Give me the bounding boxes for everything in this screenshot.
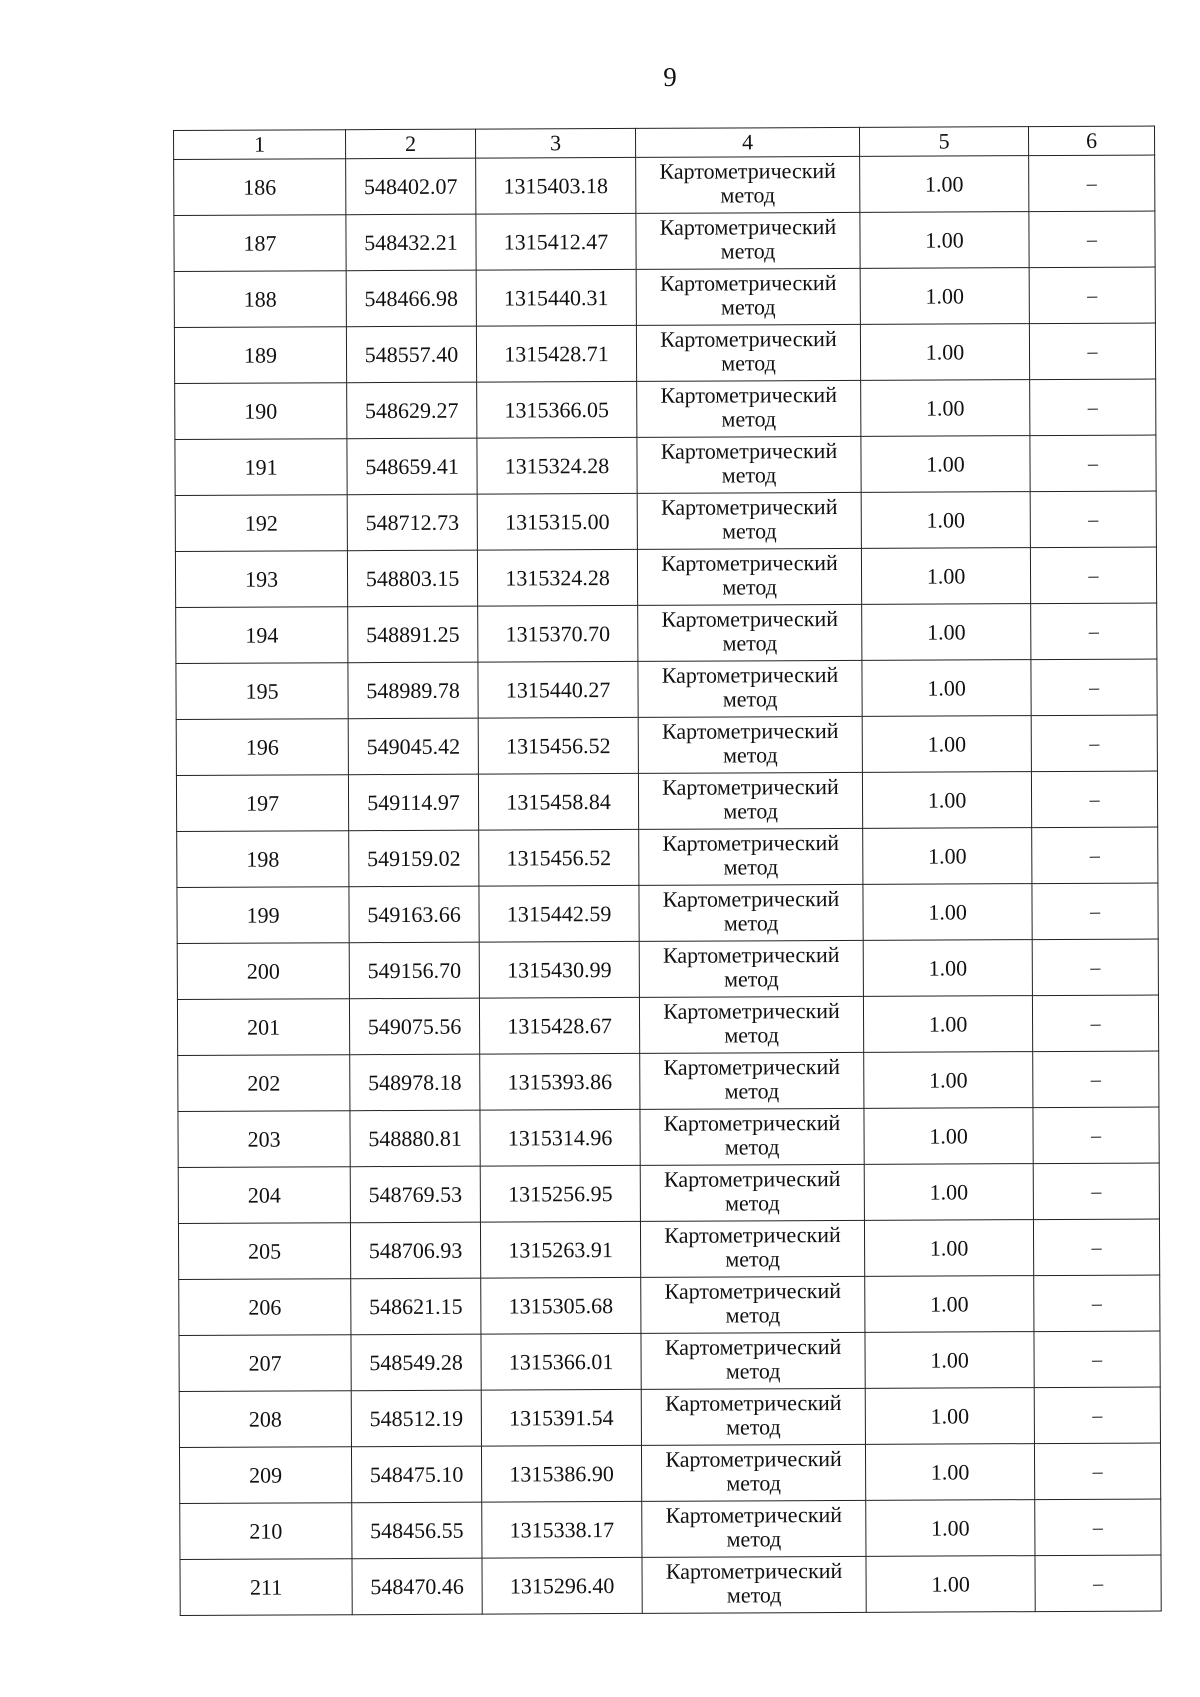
column-header-6: 6 bbox=[1028, 126, 1154, 156]
accuracy-cell: 1.00 bbox=[862, 660, 1031, 717]
table-row bbox=[177, 883, 1158, 943]
table-row bbox=[179, 1387, 1160, 1447]
accuracy-cell: 1.00 bbox=[864, 1052, 1033, 1109]
table-row bbox=[175, 547, 1156, 607]
method-line-1: Картометрический bbox=[661, 661, 839, 688]
method-cell bbox=[637, 492, 861, 549]
point-number-cell: 190 bbox=[175, 383, 347, 440]
x-coordinate-cell: 548621.15 bbox=[351, 1278, 481, 1335]
column-header-5: 5 bbox=[859, 127, 1028, 157]
table-row bbox=[175, 435, 1156, 495]
x-coordinate-cell: 548989.78 bbox=[348, 662, 478, 719]
x-coordinate-cell: 548706.93 bbox=[350, 1222, 480, 1279]
note-cell: – bbox=[1030, 491, 1156, 548]
accuracy-cell: 1.00 bbox=[865, 1388, 1034, 1445]
y-coordinate-cell: 1315263.91 bbox=[480, 1221, 640, 1278]
table-body bbox=[174, 155, 1162, 1615]
accuracy-cell: 1.00 bbox=[860, 212, 1029, 269]
method-line-1: Картометрический bbox=[665, 1445, 842, 1472]
point-number-cell: 202 bbox=[178, 1055, 350, 1112]
x-coordinate-cell: 549156.70 bbox=[349, 942, 479, 999]
method-line-2: метод bbox=[720, 182, 776, 208]
table-row bbox=[178, 1163, 1159, 1223]
note-cell: – bbox=[1032, 995, 1158, 1052]
method-line-1: Картометрический bbox=[665, 1557, 843, 1584]
table-row bbox=[179, 1275, 1160, 1335]
y-coordinate-cell: 1315305.68 bbox=[481, 1277, 641, 1334]
y-coordinate-cell: 1315366.01 bbox=[481, 1333, 641, 1390]
note-cell: – bbox=[1032, 939, 1158, 996]
table-row bbox=[176, 603, 1157, 663]
y-coordinate-cell: 1315314.96 bbox=[480, 1109, 640, 1166]
method-cell bbox=[639, 828, 863, 885]
accuracy-cell: 1.00 bbox=[863, 940, 1032, 997]
method-cell bbox=[638, 716, 862, 773]
method-cell bbox=[640, 1220, 864, 1277]
table-row bbox=[178, 1051, 1159, 1111]
method-cell bbox=[637, 436, 861, 493]
note-cell: – bbox=[1034, 1275, 1160, 1332]
column-header-1: 1 bbox=[174, 130, 346, 160]
accuracy-cell: 1.00 bbox=[862, 604, 1031, 661]
method-line-1: Картометрический bbox=[660, 325, 837, 352]
method-cell bbox=[641, 1388, 865, 1445]
point-number-cell: 197 bbox=[176, 775, 348, 832]
note-cell: – bbox=[1035, 1499, 1161, 1556]
note-cell: – bbox=[1032, 883, 1158, 940]
y-coordinate-cell: 1315366.05 bbox=[477, 381, 637, 438]
y-coordinate-cell: 1315456.52 bbox=[478, 717, 638, 774]
method-line-2: метод bbox=[721, 518, 777, 544]
method-line-1: Картометрический bbox=[664, 1221, 841, 1248]
table-row bbox=[176, 715, 1157, 775]
method-line-1: Картометрический bbox=[662, 885, 840, 912]
accuracy-cell: 1.00 bbox=[866, 1500, 1035, 1557]
point-number-cell: 187 bbox=[174, 215, 346, 272]
y-coordinate-cell: 1315324.28 bbox=[477, 437, 637, 494]
x-coordinate-cell: 548557.40 bbox=[346, 326, 476, 383]
method-line-1: Картометрический bbox=[662, 829, 840, 856]
y-coordinate-cell: 1315370.70 bbox=[478, 605, 638, 662]
point-number-cell: 195 bbox=[176, 663, 348, 720]
x-coordinate-cell: 549114.97 bbox=[348, 774, 478, 831]
method-line-1: Картометрический bbox=[659, 157, 836, 184]
note-cell: – bbox=[1031, 603, 1157, 660]
point-number-cell: 192 bbox=[175, 495, 347, 552]
method-line-2: метод bbox=[722, 686, 778, 712]
y-coordinate-cell: 1315428.71 bbox=[476, 325, 636, 382]
point-number-cell: 198 bbox=[177, 831, 349, 888]
method-line-1: Картометрический bbox=[661, 549, 838, 576]
note-cell: – bbox=[1031, 659, 1157, 716]
point-number-cell: 189 bbox=[174, 327, 346, 384]
x-coordinate-cell: 548512.19 bbox=[351, 1390, 481, 1447]
x-coordinate-cell: 548466.98 bbox=[346, 270, 476, 327]
accuracy-cell: 1.00 bbox=[861, 380, 1030, 437]
point-number-cell: 201 bbox=[177, 999, 349, 1056]
column-header-4: 4 bbox=[635, 127, 859, 157]
x-coordinate-cell: 548402.07 bbox=[346, 158, 476, 215]
point-number-cell: 207 bbox=[179, 1335, 351, 1392]
note-cell: – bbox=[1029, 267, 1155, 324]
point-number-cell: 188 bbox=[174, 271, 346, 328]
x-coordinate-cell: 548712.73 bbox=[347, 494, 477, 551]
accuracy-cell: 1.00 bbox=[865, 1276, 1034, 1333]
point-number-cell: 200 bbox=[177, 943, 349, 1000]
note-cell: – bbox=[1033, 1107, 1159, 1164]
method-cell bbox=[636, 324, 860, 381]
y-coordinate-cell: 1315428.67 bbox=[479, 997, 639, 1054]
method-cell bbox=[639, 940, 863, 997]
method-line-2: метод bbox=[723, 910, 779, 936]
method-cell bbox=[638, 660, 862, 717]
method-line-2: метод bbox=[722, 742, 778, 768]
note-cell: – bbox=[1031, 715, 1157, 772]
method-cell bbox=[636, 156, 860, 213]
note-cell: – bbox=[1029, 211, 1155, 268]
point-number-cell: 209 bbox=[179, 1447, 351, 1504]
method-cell bbox=[636, 212, 860, 269]
method-line-2: метод bbox=[724, 1134, 780, 1160]
method-line-2: метод bbox=[721, 462, 777, 488]
point-number-cell: 206 bbox=[179, 1279, 351, 1336]
x-coordinate-cell: 548629.27 bbox=[347, 382, 477, 439]
table-row bbox=[176, 659, 1157, 719]
x-coordinate-cell: 548432.21 bbox=[346, 214, 476, 271]
note-cell: – bbox=[1030, 547, 1156, 604]
accuracy-cell: 1.00 bbox=[861, 436, 1030, 493]
y-coordinate-cell: 1315315.00 bbox=[477, 493, 637, 550]
method-cell bbox=[641, 1276, 865, 1333]
y-coordinate-cell: 1315440.31 bbox=[476, 269, 636, 326]
x-coordinate-cell: 548549.28 bbox=[351, 1334, 481, 1391]
note-cell: – bbox=[1034, 1443, 1160, 1500]
y-coordinate-cell: 1315393.86 bbox=[480, 1053, 640, 1110]
method-line-1: Картометрический bbox=[663, 1109, 841, 1136]
x-coordinate-cell: 548880.81 bbox=[350, 1110, 480, 1167]
table-row bbox=[178, 1107, 1159, 1167]
x-coordinate-cell: 548891.25 bbox=[348, 606, 478, 663]
y-coordinate-cell: 1315458.84 bbox=[478, 773, 638, 830]
y-coordinate-cell: 1315324.28 bbox=[477, 549, 637, 606]
method-line-1: Картометрический bbox=[660, 381, 837, 408]
y-coordinate-cell: 1315386.90 bbox=[481, 1445, 641, 1502]
x-coordinate-cell: 548803.15 bbox=[347, 550, 477, 607]
table-row bbox=[178, 1219, 1159, 1279]
method-line-2: метод bbox=[724, 966, 779, 992]
note-cell: – bbox=[1034, 1331, 1160, 1388]
x-coordinate-cell: 549045.42 bbox=[348, 718, 478, 775]
accuracy-cell: 1.00 bbox=[861, 548, 1030, 605]
method-line-2: метод bbox=[725, 1190, 780, 1216]
accuracy-cell: 1.00 bbox=[862, 716, 1031, 773]
point-number-cell: 191 bbox=[175, 439, 347, 496]
point-number-cell: 205 bbox=[178, 1223, 350, 1280]
y-coordinate-cell: 1315442.59 bbox=[479, 885, 639, 942]
method-cell bbox=[637, 380, 861, 437]
note-cell: – bbox=[1035, 1555, 1161, 1612]
accuracy-cell: 1.00 bbox=[863, 884, 1032, 941]
method-cell bbox=[637, 548, 861, 605]
note-cell: – bbox=[1033, 1219, 1159, 1276]
table-row bbox=[175, 491, 1156, 551]
method-line-2: метод bbox=[724, 1022, 779, 1048]
method-line-2: метод bbox=[726, 1582, 782, 1608]
accuracy-cell: 1.00 bbox=[864, 1164, 1033, 1221]
note-cell: – bbox=[1032, 827, 1158, 884]
method-cell bbox=[638, 772, 862, 829]
accuracy-cell: 1.00 bbox=[865, 1332, 1034, 1389]
point-number-cell: 208 bbox=[179, 1391, 351, 1448]
method-line-1: Картометрический bbox=[660, 493, 838, 520]
x-coordinate-cell: 548456.55 bbox=[352, 1502, 482, 1559]
accuracy-cell: 1.00 bbox=[865, 1444, 1034, 1501]
x-coordinate-cell: 548475.10 bbox=[351, 1446, 481, 1503]
table-row bbox=[176, 771, 1157, 831]
accuracy-cell: 1.00 bbox=[863, 996, 1032, 1053]
note-cell: – bbox=[1030, 379, 1156, 436]
accuracy-cell: 1.00 bbox=[864, 1108, 1033, 1165]
point-number-cell: 194 bbox=[176, 607, 348, 664]
note-cell: – bbox=[1029, 323, 1155, 380]
note-cell: – bbox=[1030, 435, 1156, 492]
table-row bbox=[174, 323, 1155, 383]
method-cell bbox=[636, 268, 860, 325]
y-coordinate-cell: 1315391.54 bbox=[481, 1389, 641, 1446]
method-line-1: Картометрический bbox=[661, 717, 839, 744]
method-line-1: Картометрический bbox=[659, 213, 837, 240]
point-number-cell: 203 bbox=[178, 1111, 350, 1168]
y-coordinate-cell: 1315430.99 bbox=[479, 941, 639, 998]
method-cell bbox=[641, 1332, 865, 1389]
accuracy-cell: 1.00 bbox=[860, 268, 1029, 325]
method-line-2: метод bbox=[721, 406, 777, 432]
method-cell bbox=[639, 996, 863, 1053]
point-number-cell: 199 bbox=[177, 887, 349, 944]
y-coordinate-cell: 1315456.52 bbox=[479, 829, 639, 886]
x-coordinate-cell: 548470.46 bbox=[352, 1558, 482, 1615]
method-line-1: Картометрический bbox=[664, 1277, 842, 1304]
coordinates-table bbox=[173, 126, 1162, 1616]
method-line-1: Картометрический bbox=[662, 941, 840, 968]
note-cell: – bbox=[1031, 771, 1157, 828]
method-line-1: Картометрический bbox=[659, 269, 837, 296]
accuracy-cell: 1.00 bbox=[860, 324, 1029, 381]
point-number-cell: 210 bbox=[180, 1503, 352, 1560]
y-coordinate-cell: 1315256.95 bbox=[480, 1165, 640, 1222]
method-line-2: метод bbox=[725, 1358, 781, 1384]
accuracy-cell: 1.00 bbox=[863, 828, 1032, 885]
accuracy-cell: 1.00 bbox=[861, 492, 1030, 549]
note-cell: – bbox=[1034, 1387, 1160, 1444]
method-line-2: метод bbox=[720, 238, 776, 264]
method-cell bbox=[640, 1052, 864, 1109]
table-row bbox=[177, 995, 1158, 1055]
method-line-1: Картометрический bbox=[661, 605, 839, 632]
method-cell bbox=[641, 1444, 865, 1501]
method-cell bbox=[640, 1164, 864, 1221]
method-line-1: Картометрический bbox=[660, 437, 838, 464]
column-header-2: 2 bbox=[346, 129, 476, 159]
method-cell bbox=[642, 1500, 866, 1557]
table-row bbox=[180, 1555, 1161, 1615]
table-row bbox=[177, 939, 1158, 999]
method-line-2: метод bbox=[722, 630, 778, 656]
method-line-2: метод bbox=[726, 1414, 781, 1440]
y-coordinate-cell: 1315412.47 bbox=[476, 213, 636, 270]
method-line-2: метод bbox=[725, 1302, 781, 1328]
y-coordinate-cell: 1315403.18 bbox=[476, 157, 636, 214]
method-line-2: метод bbox=[723, 854, 779, 880]
method-line-1: Картометрический bbox=[665, 1501, 843, 1528]
table-row bbox=[180, 1499, 1161, 1559]
table-header-row bbox=[174, 126, 1155, 159]
accuracy-cell: 1.00 bbox=[860, 156, 1029, 213]
method-line-2: метод bbox=[721, 350, 776, 376]
point-number-cell: 196 bbox=[176, 719, 348, 776]
table-row bbox=[174, 267, 1155, 327]
point-number-cell: 211 bbox=[180, 1559, 352, 1616]
table-row bbox=[175, 379, 1156, 439]
table-row bbox=[179, 1443, 1160, 1503]
accuracy-cell: 1.00 bbox=[866, 1556, 1035, 1613]
y-coordinate-cell: 1315440.27 bbox=[478, 661, 638, 718]
method-line-1: Картометрический bbox=[664, 1333, 842, 1360]
method-line-2: метод bbox=[725, 1246, 780, 1272]
x-coordinate-cell: 549163.66 bbox=[349, 886, 479, 943]
y-coordinate-cell: 1315296.40 bbox=[482, 1557, 642, 1614]
table-row bbox=[174, 155, 1155, 215]
x-coordinate-cell: 548659.41 bbox=[347, 438, 477, 495]
method-line-2: метод bbox=[722, 574, 777, 600]
x-coordinate-cell: 548978.18 bbox=[350, 1054, 480, 1111]
point-number-cell: 193 bbox=[175, 551, 347, 608]
note-cell: – bbox=[1033, 1163, 1159, 1220]
x-coordinate-cell: 549159.02 bbox=[349, 830, 479, 887]
method-line-1: Картометрический bbox=[663, 997, 840, 1024]
method-cell bbox=[642, 1556, 866, 1613]
x-coordinate-cell: 548769.53 bbox=[350, 1166, 480, 1223]
note-cell: – bbox=[1033, 1051, 1159, 1108]
method-line-1: Картометрический bbox=[663, 1053, 841, 1080]
table-row bbox=[174, 211, 1155, 271]
table-row bbox=[177, 827, 1158, 887]
method-cell bbox=[640, 1108, 864, 1165]
point-number-cell: 204 bbox=[178, 1167, 350, 1224]
method-line-2: метод bbox=[726, 1526, 782, 1552]
method-line-2: метод bbox=[723, 798, 778, 824]
method-line-1: Картометрический bbox=[664, 1389, 842, 1416]
accuracy-cell: 1.00 bbox=[864, 1220, 1033, 1277]
method-line-2: метод bbox=[724, 1078, 780, 1104]
point-number-cell: 186 bbox=[174, 159, 346, 216]
method-line-1: Картометрический bbox=[663, 1165, 841, 1192]
x-coordinate-cell: 549075.56 bbox=[349, 998, 479, 1055]
y-coordinate-cell: 1315338.17 bbox=[482, 1501, 642, 1558]
table-row bbox=[179, 1331, 1160, 1391]
column-header-3: 3 bbox=[475, 128, 635, 158]
note-cell: – bbox=[1029, 155, 1155, 212]
method-line-2: метод bbox=[720, 294, 776, 320]
method-line-1: Картометрический bbox=[662, 773, 839, 800]
method-cell bbox=[638, 604, 862, 661]
page-number: 9 bbox=[663, 62, 677, 92]
accuracy-cell: 1.00 bbox=[862, 772, 1031, 829]
method-line-2: метод bbox=[726, 1470, 781, 1496]
method-cell bbox=[639, 884, 863, 941]
